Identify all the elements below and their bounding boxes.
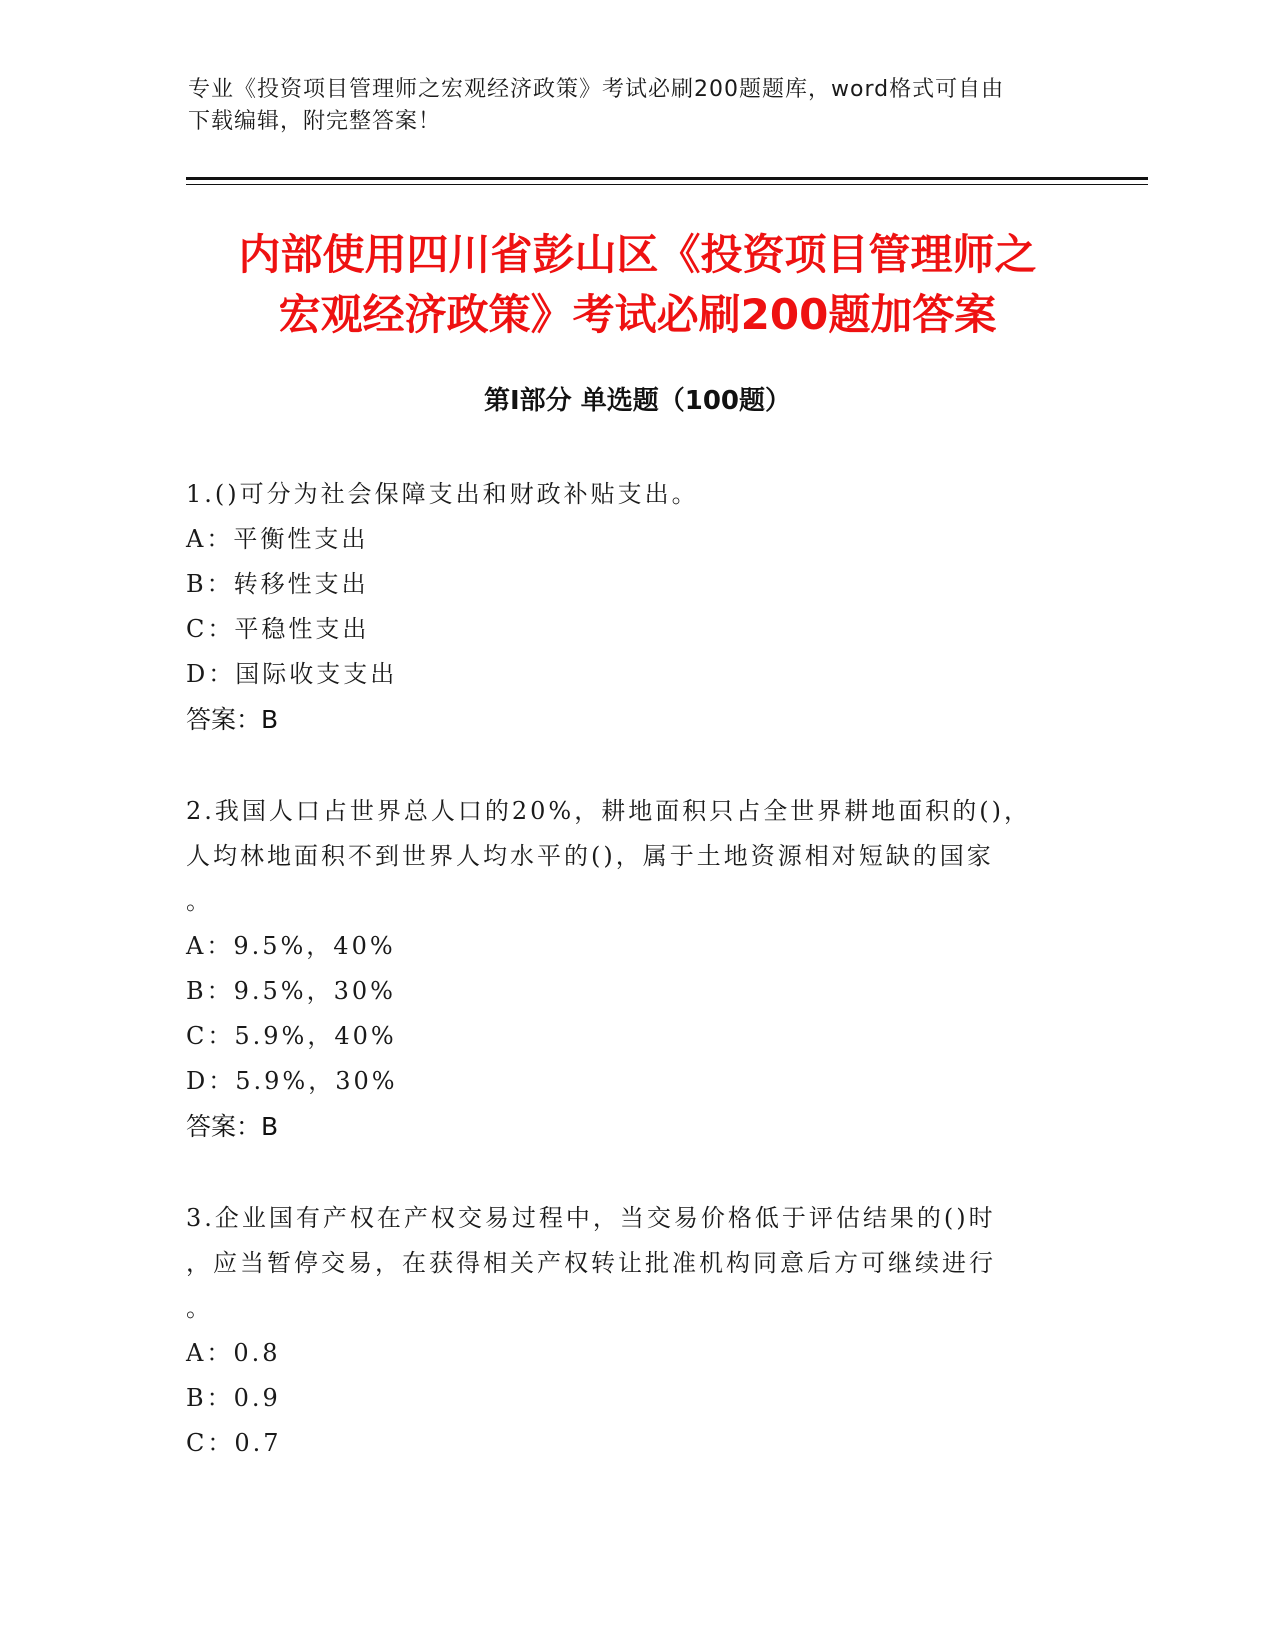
option-c: C：5.9%，40%	[186, 1022, 397, 1050]
option-b: B：0.9	[186, 1384, 281, 1412]
option-d: D：国际收支支出	[186, 660, 398, 688]
header-note	[188, 74, 1068, 138]
header-note-line-2: 下载编辑，附完整答案！	[188, 109, 442, 134]
option-c: C：平稳性支出	[186, 615, 370, 643]
question-stem-line: 2.我国人口占世界总人口的20%，耕地面积只占全世界耕地面积的()，	[186, 797, 1031, 825]
question-list	[186, 472, 1066, 1513]
header-note-line-1: 专业《投资项目管理师之宏观经济政策》考试必刷200题题库，word格式可自由	[188, 77, 1005, 102]
question-2	[186, 789, 1066, 1149]
option-a: A：9.5%，40%	[186, 932, 396, 960]
question-stem-line: 。	[186, 1294, 213, 1322]
question-stem-line: ，应当暂停交易，在获得相关产权转让批准机构同意后方可继续进行	[186, 1249, 996, 1277]
document-title	[140, 225, 1135, 345]
question-stem-line: 1.()可分为社会保障支出和财政补贴支出。	[186, 480, 699, 508]
option-a: A：平衡性支出	[186, 525, 369, 553]
option-d: D：5.9%，30%	[186, 1067, 398, 1095]
answer: 答案：B	[186, 705, 279, 734]
header-divider-thick	[186, 177, 1148, 180]
question-3	[186, 1196, 1066, 1466]
question-stem	[186, 472, 1066, 517]
question-stem-line: 人均林地面积不到世界人均水平的()，属于土地资源相对短缺的国家	[186, 842, 994, 870]
question-stem	[186, 1196, 1066, 1331]
answer: 答案：B	[186, 1112, 279, 1141]
option-b: B：转移性支出	[186, 570, 369, 598]
question-stem	[186, 789, 1066, 924]
question-stem-line: 3.企业国有产权在产权交易过程中，当交易价格低于评估结果的()时	[186, 1204, 996, 1232]
question-1	[186, 472, 1066, 742]
document-title-line-1: 内部使用四川省彭山区《投资项目管理师之	[238, 230, 1037, 279]
document-title-line-2: 宏观经济政策》考试必刷200题加答案	[278, 290, 997, 339]
section-heading: 第Ⅰ部分 单选题（100题）	[484, 386, 791, 416]
option-a: A：0.8	[186, 1339, 281, 1367]
header-divider-thin	[186, 184, 1148, 185]
option-b: B：9.5%，30%	[186, 977, 396, 1005]
question-stem-line: 。	[186, 887, 213, 915]
option-c: C：0.7	[186, 1429, 282, 1457]
